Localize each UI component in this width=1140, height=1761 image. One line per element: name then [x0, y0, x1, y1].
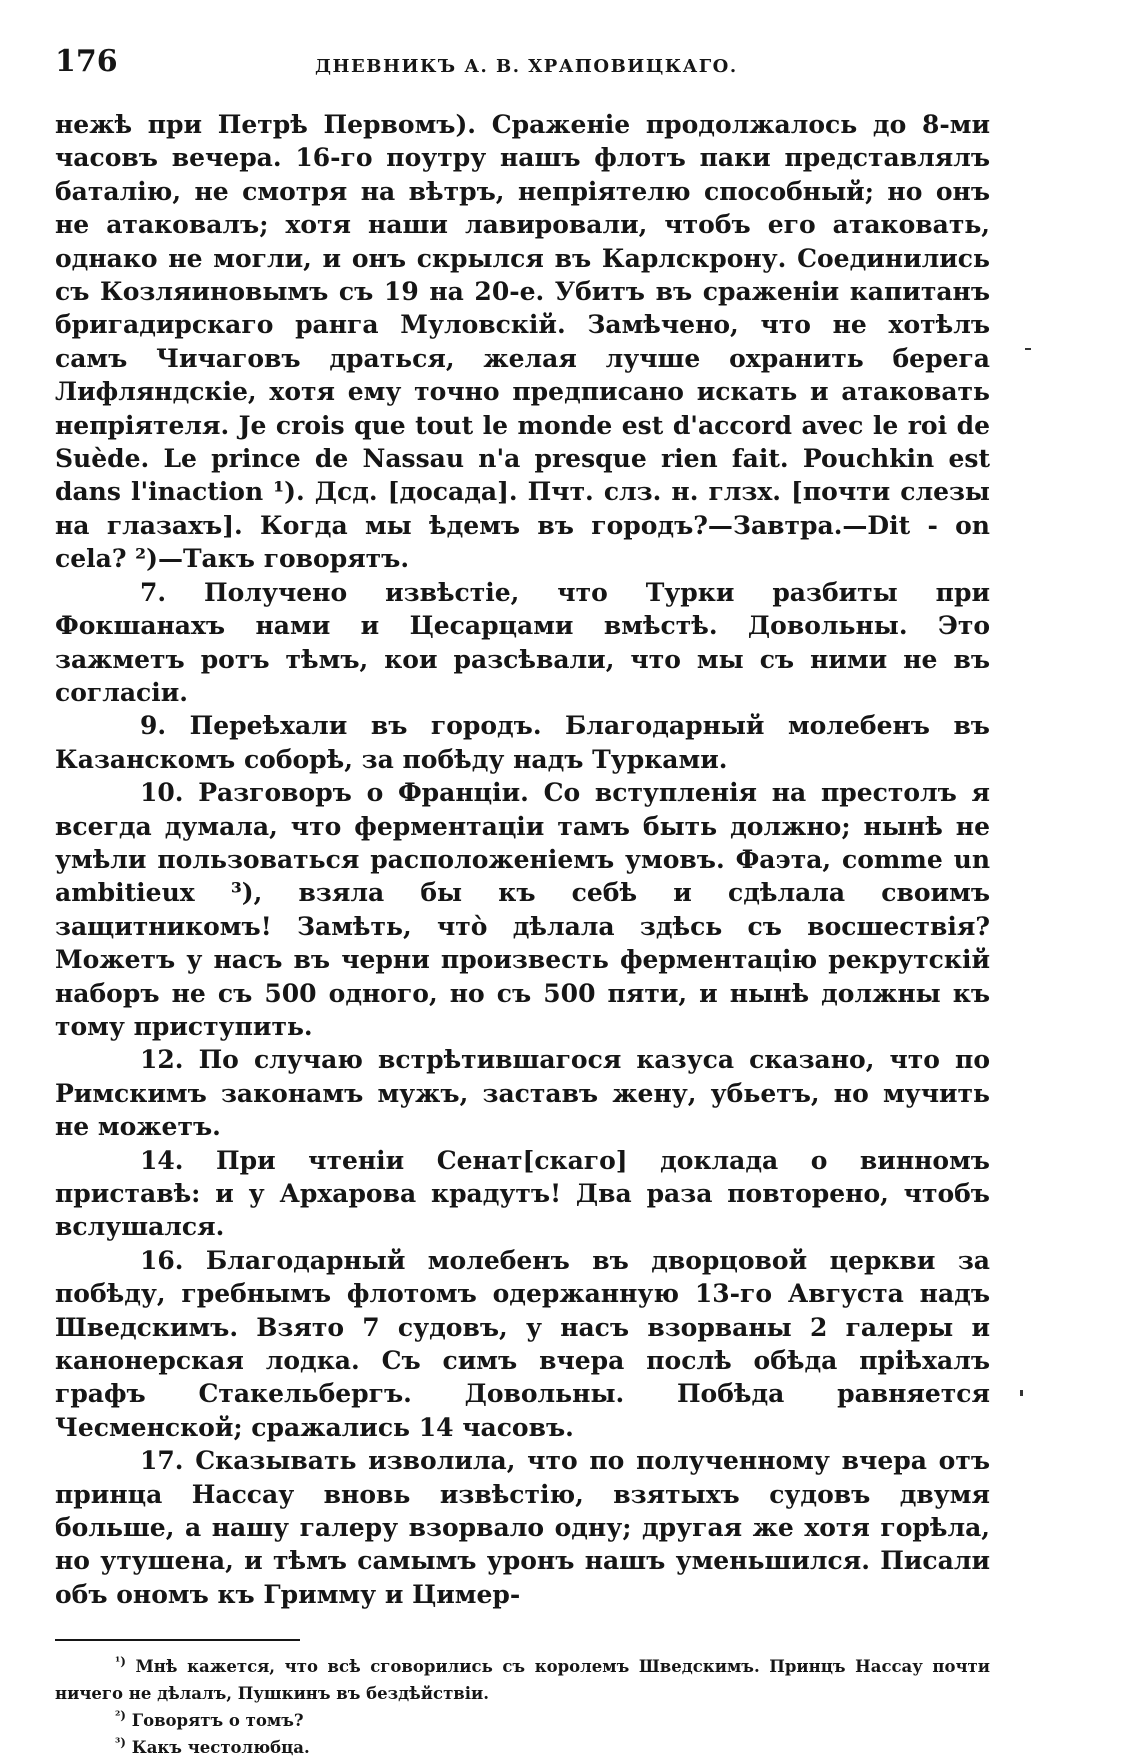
page-header: [55, 40, 990, 88]
footnote-divider: [55, 1639, 300, 1641]
footnote-text: Говорятъ о томъ?: [131, 1711, 304, 1731]
footnote-mark: ²): [115, 1708, 126, 1723]
running-title: ДНЕВНИКЪ А. В. ХРАПОВИЦКАГО.: [315, 56, 738, 77]
footnote-3: [55, 1734, 990, 1761]
footnote-mark: ³): [115, 1735, 126, 1750]
paragraph-entry-9: 9. Переѣхали въ городъ. Благодарный молебенъ въ Казанскомъ соборѣ, за побѣду надъ Турками.: [55, 711, 990, 774]
page-number: 176: [55, 44, 118, 79]
paragraph-entry-16: 16. Благодарный молебенъ въ дворцовой церкви за побѣду, гребнымъ флотомъ одержанную 13-го Августа надъ Шведскимъ. Взято 7 судовъ, у насъ взорваны 2 галеры и канонерская лодка. Съ симъ вчера послѣ обѣда пріѣхалъ графъ Стакельбергъ. Довольны. Побѣда равняется Чесменской; сражались 14 часовъ.: [55, 1245, 990, 1442]
footnote-1: [55, 1653, 990, 1707]
footnote-text: Мнѣ кажется, что всѣ сговорились съ королемъ Шведскимъ. Принцъ Нассау почти ничего не дѣлалъ, Пушкинъ въ бездѣйствіи.: [55, 1657, 991, 1704]
print-speck: [1025, 348, 1031, 350]
footnotes: [55, 1653, 990, 1761]
paragraph-continuation: нежѣ при Петрѣ Первомъ). Сраженіе продолжалось до 8-ми часовъ вечера. 16-го поутру нашъ флотъ паки представлялъ баталію, не смотря на вѣтръ, непріятелю способный; но онъ не атаковалъ; хотя наши лавировали, чтобъ его атаковать, однако не могли, и онъ скрылся въ Карлскрону. Соединились съ Козляиновымъ съ 19 на 20-е. Убитъ въ сраженіи капитанъ бригадирскаго ранга Муловскій. Замѣчено, что не хотѣлъ самъ Чичаговъ драться, желая лучше охранить берега Лифляндскіе, хотя ему точно предписано искать и атаковать непріятеля. Je crois que tout le monde est d'accord avec le roi de Suède. Le prince de Nassau n'a presque rien fait. Pouchkin est dans l'inaction ¹). Дсд. [досада]. Пчт. слз. н. глзх. [почти слезы на глазахъ]. Когда мы ѣдемъ въ городъ?—Завтра.—Dit - on cela? ²)—Такъ говорятъ.: [55, 110, 990, 574]
paragraph-entry-7: 7. Получено извѣстіе, что Турки разбиты при Фокшанахъ нами и Цесарцами вмѣстѣ. Довольны. Это зажметъ ротъ тѣмъ, кои разсѣвали, что мы съ ними не въ согласіи.: [55, 577, 990, 707]
book-page: [55, 40, 990, 1761]
footnote-text: Какъ честолюбца.: [131, 1738, 310, 1758]
paragraph-entry-17: 17. Сказывать изволила, что по полученному вчера отъ принца Нассау вновь извѣстію, взятыхъ судовъ двумя больше, а нашу галеру взорвало одну; другая же хотя горѣла, но утушена, и тѣмъ самымъ уронъ нашъ уменьшился. Писали объ ономъ къ Гримму и Цимер-: [55, 1446, 990, 1609]
paragraph-entry-12: 12. По случаю встрѣтившагося казуса сказано, что по Римскимъ законамъ мужъ, заставъ жену, убьетъ, но мучить не можетъ.: [55, 1045, 990, 1142]
body-text: [55, 108, 990, 1611]
paragraph-entry-10: 10. Разговоръ о Франціи. Со вступленія на престолъ я всегда думала, что ферментаціи тамъ быть должно; нынѣ не умѣли пользоваться расположеніемъ умовъ. Фаэта, comme un ambitieux ³), взяла бы къ себѣ и сдѣлала своимъ защитникомъ! Замѣть, что̀ дѣлала здѣсь съ восшествія? Можетъ у насъ въ черни произвесть ферментацію рекрутскій наборъ не съ 500 одного, но съ 500 пяти, и нынѣ должны къ тому приступить.: [55, 778, 990, 1041]
paragraph-entry-14: 14. При чтеніи Сенат[скаго] доклада о винномъ приставѣ: и у Архарова крадутъ! Два раза повторено, чтобъ вслушался.: [55, 1145, 990, 1242]
print-speck: [1020, 1390, 1023, 1396]
footnote-mark: ¹): [115, 1654, 126, 1669]
footnote-2: [55, 1707, 990, 1734]
